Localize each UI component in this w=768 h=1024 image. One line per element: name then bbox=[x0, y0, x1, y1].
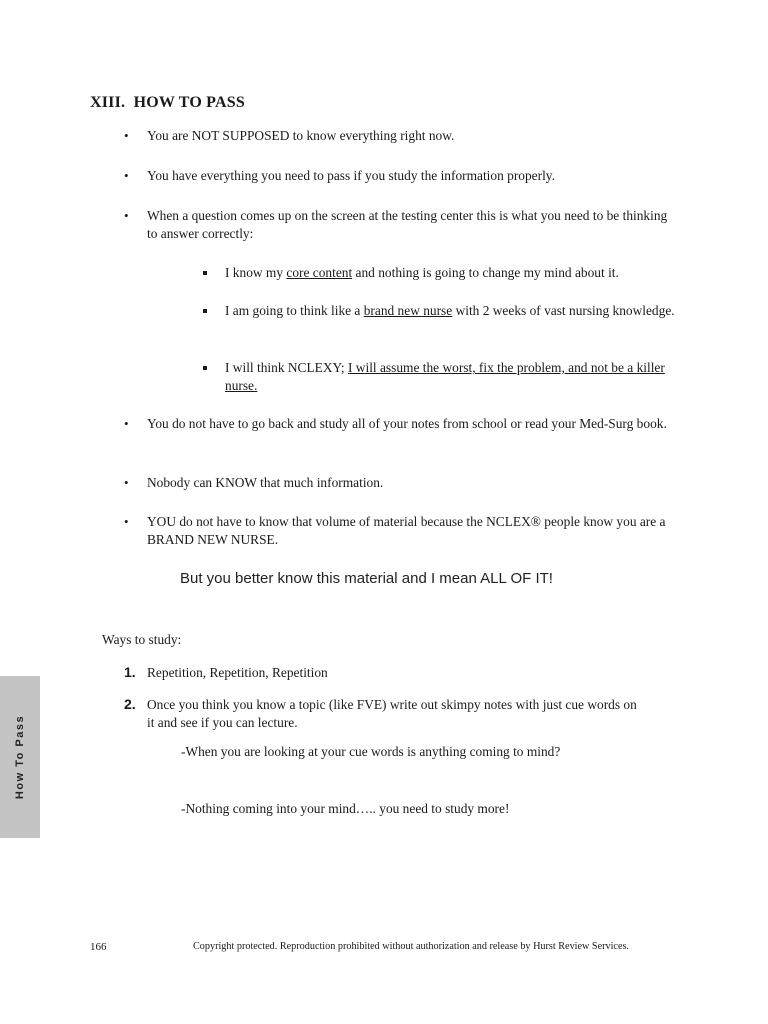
sub-bullet-text: I know my core content and nothing is going to change my mind about it. bbox=[225, 265, 619, 280]
square-bullet-icon bbox=[203, 271, 207, 275]
sub-bullet-text: I will think NCLEXY; I will assume the worst, fix the problem, and not be a killer nurse. bbox=[225, 360, 665, 393]
bullet-text: YOU do not have to know that volume of material because the NCLEX® people know you are a BRAND NEW NURSE. bbox=[147, 514, 666, 547]
bullet-dot: • bbox=[124, 208, 129, 223]
side-tab-label: How To Pass bbox=[14, 714, 26, 800]
underlined-phrase: core content bbox=[286, 265, 353, 280]
bullet-dot: • bbox=[124, 128, 129, 143]
item-number: 2. bbox=[124, 696, 136, 712]
underlined-phrase: brand new nurse bbox=[363, 303, 453, 318]
section-title: HOW TO PASS bbox=[133, 94, 245, 111]
bullet-text: When a question comes up on the screen at the testing center this is what you need to be thinking to answer correctly: bbox=[147, 208, 668, 241]
bullet-dot: • bbox=[124, 475, 129, 490]
copyright-notice: Copyright protected. Reproduction prohibited without authorization and release by Hurst Review Services. bbox=[193, 941, 629, 952]
item-number: 1. bbox=[124, 664, 136, 680]
bullet-text: You have everything you need to pass if you study the information properly. bbox=[147, 168, 555, 183]
underlined-phrase: I will assume the worst, fix the problem, and not be a killer nurse. bbox=[225, 360, 665, 393]
section-heading bbox=[90, 94, 245, 112]
item-text: Repetition, Repetition, Repetition bbox=[147, 665, 328, 680]
square-bullet-icon bbox=[203, 309, 207, 313]
bullet-text: Nobody can KNOW that much information. bbox=[147, 475, 384, 490]
dash-note: -When you are looking at your cue words is anything coming to mind? bbox=[181, 744, 561, 759]
ways-to-study-label: Ways to study: bbox=[102, 632, 182, 647]
dash-note: -Nothing coming into your mind….. you need to study more! bbox=[181, 801, 510, 816]
sub-bullet-text: I am going to think like a brand new nurse with 2 weeks of vast nursing knowledge. bbox=[225, 303, 675, 318]
bullet-dot: • bbox=[124, 168, 129, 183]
bullet-text: You do not have to go back and study all of your notes from school or read your Med-Surg book. bbox=[147, 416, 667, 431]
bullet-text: You are NOT SUPPOSED to know everything right now. bbox=[147, 128, 455, 143]
bullet-dot: • bbox=[124, 514, 129, 529]
square-bullet-icon bbox=[203, 366, 207, 370]
page-number: 166 bbox=[90, 941, 107, 953]
side-tab bbox=[0, 676, 40, 838]
bullet-dot: • bbox=[124, 416, 129, 431]
emphasis-callout: But you better know this material and I mean ALL OF IT! bbox=[180, 570, 553, 587]
item-text: Once you think you know a topic (like FVE) write out skimpy notes with just cue words on it and see if you can lecture. bbox=[147, 697, 637, 730]
section-number: XIII. bbox=[90, 94, 126, 111]
